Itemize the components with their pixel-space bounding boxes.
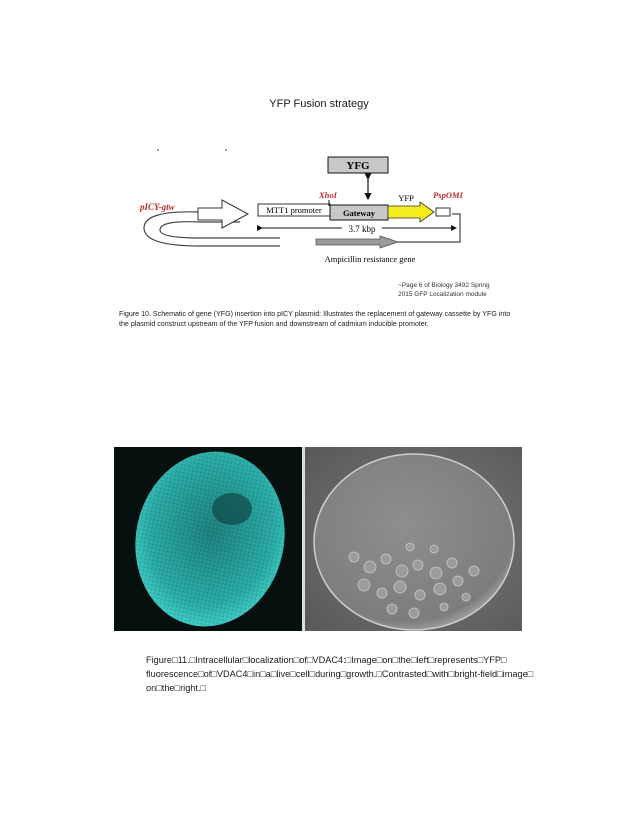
caption-line: fluorescence□of□VDAC4□in□a□live□cell□during□growth.□Contrasted□with□bright-field□image□ bbox=[146, 669, 534, 679]
yfg-label: YFG bbox=[346, 160, 370, 172]
gateway-label: Gateway bbox=[342, 208, 376, 218]
pspomi-box bbox=[436, 208, 450, 216]
artifact-dot bbox=[157, 149, 159, 151]
pspomi-label: PspOMI bbox=[433, 190, 463, 200]
plasmid-loop-inner-bottom bbox=[160, 230, 280, 238]
figure10-caption: Figure 10. Schematic of gene (YFG) insertion into pICY plasmid: Illustrates the replacement of gateway cassette by YFG into the plasmid construct upstream of the YFP fusion and downstream of cadmium inducible promoter. bbox=[119, 310, 511, 328]
page-title: YFP Fusion strategy bbox=[269, 98, 369, 110]
yfp-arrow bbox=[388, 202, 434, 222]
xhoi-label: XhoI bbox=[319, 190, 337, 200]
plasmid-diagram bbox=[130, 142, 495, 270]
size-label: 3.7 kbp bbox=[348, 224, 376, 234]
ampicillin-arrow bbox=[316, 236, 398, 248]
caption-line: Figure□11.□Intracellular□localization□of□VDAC4:□Image□on□the□left□represents□YFP□ bbox=[146, 655, 507, 665]
microscopy-figure bbox=[114, 447, 522, 631]
plasmid-arrow bbox=[198, 200, 248, 228]
figure11-caption bbox=[146, 653, 534, 695]
source-note-line: ~Page 6 of Biology 3492 Spring bbox=[398, 282, 490, 289]
source-note bbox=[398, 281, 490, 299]
yfp-label: YFP bbox=[398, 193, 414, 203]
source-note-line: 2015 GFP Localization module bbox=[398, 291, 487, 298]
artifact-dot bbox=[225, 149, 227, 151]
dark-region bbox=[212, 493, 252, 525]
caption-line: on□the□right.□ bbox=[146, 683, 207, 693]
plasmid-loop-bottom bbox=[144, 228, 280, 246]
panel-divider bbox=[302, 447, 305, 631]
ampicillin-label: Ampicillin resistance gene bbox=[324, 254, 416, 264]
promoter-label: MTT1 promoter bbox=[266, 205, 322, 215]
plasmid-label: pICY-gtw bbox=[140, 202, 175, 212]
brightfield-cell bbox=[314, 454, 514, 630]
